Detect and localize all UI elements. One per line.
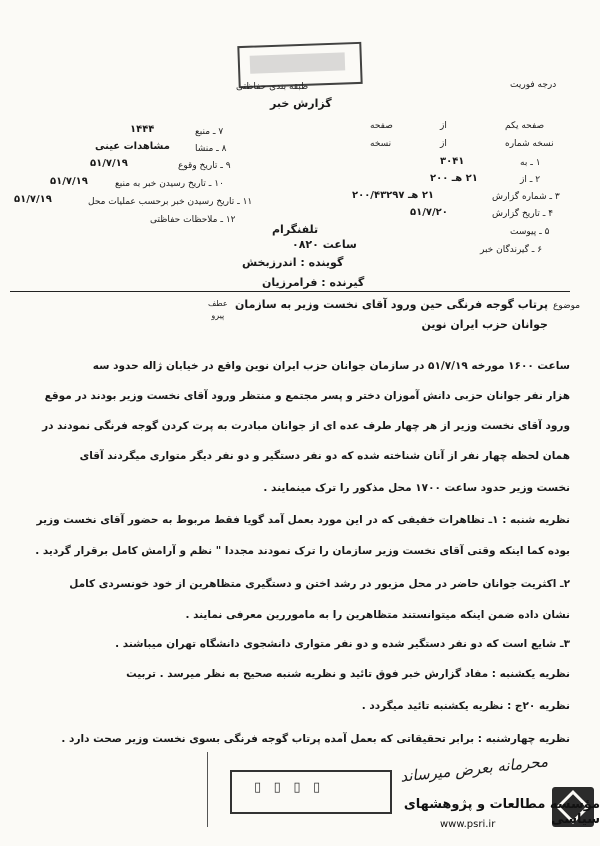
item2-value: ۲۱ هـ ۲۰۰ [430,173,478,184]
classification-caption: طبقه بندی حفاظتی [236,82,309,92]
signature: محرمانه بعرض میرساند [399,752,549,786]
item6-label: ۶ ـ گیرندگان خبر [480,245,543,255]
item12-label: ۱۲ ـ ملاحظات حفاظتی [150,215,236,225]
margin-line [207,752,208,827]
body-line-4: همان لحظه چهار نفر از آنان شناخته شده که دو نفر دستگیر و دو نفر دیگر متواری میگردند آقای [79,450,570,462]
divider [10,291,570,292]
copy-of: از [440,139,447,149]
item7-label: ۷ ـ منبع [195,127,224,137]
copy-label: نسخه شماره [505,139,554,149]
side-note-top: عطف [208,299,228,308]
telegram-sender: گوینده : اندرزبخش [242,256,344,269]
body-line-5: نخست وزیر حدود ساعت ۱۷۰۰ محل مذکور را ترک مینمایند . [263,482,570,494]
body-line-6: نظریه شنبه : ۱ـ تظاهرات خفیفی که در این مورد بعمل آمد گویا فقط مربوط به حضور آقای نخست وزیر [36,514,570,526]
subject-line2: جوانان حزب ایران نوین [421,318,548,331]
stamp-redaction [250,52,346,73]
item1-label: ۱ ـ به [520,158,541,168]
item8-label: ۸ ـ منشا [195,144,227,154]
body-line-13: نظریه چهارشنبه : برابر تحقیقاتی که بعمل آمده پرتاب گوجه فرنگی بسوی نخست وزیر صحت دارد . [61,733,570,745]
item2-label: ۲ ـ از [520,175,541,185]
page-label: صفحه یکم [505,121,545,131]
item5-label: ۵ ـ پیوست [510,227,550,237]
body-line-7: بوده کما اینکه وقتی آقای نخست وزیر سازمان را ترک نمودند مجددا " نظم و آرامش کامل برقرار گردید . [35,545,570,557]
telegram-time: ساعت ۰۸۲۰ [292,238,357,251]
body-line-11: نظریه یکشنبه : مفاد گزارش خبر فوق تائید و نظریه شنبه صحیح به نظر میرسد . تربیت [126,668,570,680]
body-line-3: ورود آقای نخست وزیر از هر چهار طرف عده ای از جوانان مبادرت به پرت کردن گوجه فرنگی نمودند در [42,420,570,432]
subject-line1: پرتاب گوجه فرنگی حین ورود آقای نخست وزیر به سازمان [235,298,548,311]
body-line-2: هزار نفر جوانان حزبی دانش آموزان دختر و پسر مجتمع و منتظر ورود آقای نخست وزیر بودند در موقع [44,390,570,402]
item11-label: ۱۱ ـ تاریخ رسیدن خبر برحسب عملیات محل [88,197,253,207]
page-end: صفحه [370,121,393,131]
body-line-9: نشان داده ضمن اینکه میتوانستند متظاهرین را به ماموررین معرفی نمایند . [185,609,570,621]
copy-end: نسخه [370,139,392,149]
item10-value: ۵۱/۷/۱۹ [50,176,88,187]
watermark-name: مؤسسه مطالعات و پژوهشهای سیاسی [403,797,600,827]
item3-value: ۲۱ هـ ۲۰۰/۴۳۲۹۷ [352,190,435,201]
page-of: از [440,121,447,131]
side-note [208,298,228,322]
telegram-receiver: گیرنده : فرامرزیان [262,276,365,289]
body-line-8: ۲ـ اکثریت جوانان حاضر در محل مزبور در رشد اختن و دستگیری متظاهرین از خود خونسردی کامل [69,578,570,590]
item3-label: ۳ ـ شماره گزارش [492,192,560,202]
item10-label: ۱۰ ـ تاریخ رسیدن خبر به منبع [115,179,224,189]
body-line-10: ۳ـ شایع است که دو نفر دستگیر شده و دو نفر متواری دانشجوی دانشگاه تهران میباشند . [115,638,570,650]
body-line-1: ساعت ۱۶۰۰ مورخه ۵۱/۷/۱۹ در سازمان جوانان حزب ایران نوین واقع در خیابان ژاله حدود سه [92,360,570,372]
bottom-stamp-mark: ▯ ▯ ▯ ▯ [254,780,325,795]
item4-value: ۵۱/۷/۲۰ [410,207,448,218]
body-line-12: نظریه ۲۰ج : نظریه یکشنبه تائید میگردد . [361,700,570,712]
item8-value: مشاهدات عینی [95,141,170,152]
item7-value: ۱۴۴۴ [130,124,155,135]
item4-label: ۴ ـ تاریخ گزارش [492,209,554,219]
priority-label: درجه فوریت [510,80,557,90]
item9-label: ۹ ـ تاریخ وقوع [178,161,231,171]
subject-label: موضوع [553,301,581,311]
telegram-label: تلفنگرام [272,223,319,236]
item9-value: ۵۱/۷/۱۹ [90,158,128,169]
side-note-bottom: پیرو [211,311,225,320]
watermark-url[interactable]: www.psri.ir [440,819,496,830]
item11-value: ۵۱/۷/۱۹ [14,194,52,205]
report-title: گزارش خبر [270,97,332,110]
item1-value: ۳۰۴۱ [440,156,465,167]
